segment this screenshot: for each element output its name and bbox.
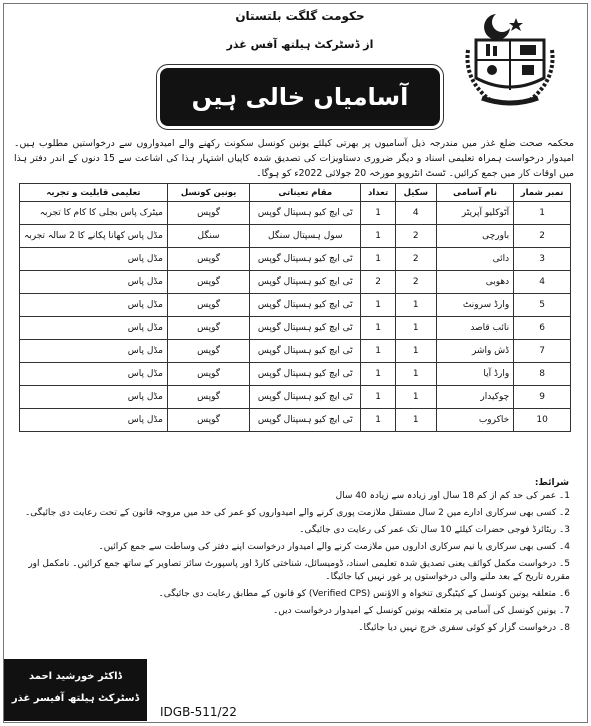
col-place: مقام تعیناتی <box>250 184 361 202</box>
cell-council: سنگل <box>167 225 249 248</box>
cell-council: گوپس <box>167 294 249 317</box>
cell-council: گوپس <box>167 271 249 294</box>
cell-place: ٹی ایچ کیو ہسپتال گوپس <box>250 294 361 317</box>
cell-post: خاکروب <box>436 409 514 432</box>
cell-post: وارڈ سرونٹ <box>436 294 514 317</box>
cell-post: باورچی <box>436 225 514 248</box>
government-title: حکومت گلگت بلتستان <box>235 9 365 23</box>
cell-serial: 3 <box>514 248 571 271</box>
cell-count: 1 <box>361 340 396 363</box>
condition-item: 5۔ درخواست مکمل کوائف یعنی تصدیق شدہ تعلیمی اسناد، ڈومیسائل، شناختی کارڈ اور پاسپورٹ سائز تصاویر کے ساتھ جمع کرائیں۔ نامکمل اور مقررہ تاریخ کے بعد ملنے والی درخواستوں پر غور نہیں کیا جائیگا۔ <box>28 559 570 582</box>
cell-qualification: مڈل پاس <box>20 294 168 317</box>
cell-post: دھوبی <box>436 271 514 294</box>
cell-count: 1 <box>361 386 396 409</box>
office-title: از ڈسٹرکٹ ہیلتھ آفس غذر <box>226 38 374 51</box>
cell-qualification: میٹرک پاس بجلی کا کام کا تجربہ <box>20 202 168 225</box>
signature-block <box>4 659 147 721</box>
cell-council: گوپس <box>167 386 249 409</box>
table-row <box>20 271 571 294</box>
col-scale: سکیل <box>395 184 436 202</box>
condition-item: 6۔ متعلقہ یونین کونسل کے کیٹیگری تنخواہ و الاؤنس (Verified CPS) کو قانون کے مطابق رعایت دی جائیگی۔ <box>158 589 570 599</box>
cell-scale: 2 <box>395 225 436 248</box>
cell-council: گوپس <box>167 340 249 363</box>
cell-post: ڈش واشر <box>436 340 514 363</box>
cell-council: گوپس <box>167 363 249 386</box>
cell-qualification: مڈل پاس <box>20 317 168 340</box>
col-serial: نمبر شمار <box>514 184 571 202</box>
cell-council: گوپس <box>167 248 249 271</box>
condition-item: 7۔ یونین کونسل کی آسامی پر متعلقہ یونین کونسل کے امیدوار درخواست دیں۔ <box>273 606 570 616</box>
conditions-title: شرائط: <box>534 478 569 488</box>
cell-scale: 4 <box>395 202 436 225</box>
table-row <box>20 340 571 363</box>
col-count: تعداد <box>361 184 396 202</box>
cell-post: نائب قاصد <box>436 317 514 340</box>
cell-qualification: مڈل پاس <box>20 340 168 363</box>
officer-name: ڈاکٹر خورشید احمد <box>28 671 122 682</box>
conditions-list <box>14 490 570 639</box>
condition-item: 1۔ عمر کی حد کم از کم 18 سال اور زیادہ سے زیادہ 40 سال <box>335 491 570 501</box>
cell-scale: 1 <box>395 317 436 340</box>
officer-designation: ڈسٹرکٹ ہیلتھ آفیسر غذر <box>11 693 140 704</box>
reference-number: IDGB-511/22 <box>160 705 237 719</box>
col-qualification: تعلیمی قابلیت و تجربہ <box>20 184 168 202</box>
cell-scale: 1 <box>395 386 436 409</box>
vacancies-table <box>19 183 571 432</box>
cell-qualification: مڈل پاس کھانا پکانے کا 2 سالہ تجربہ <box>20 225 168 248</box>
cell-qualification: مڈل پاس <box>20 248 168 271</box>
condition-item: 3۔ ریٹائرڈ فوجی حضرات کیلئے 10 سال تک عمر کی رعایت دی جائیگی۔ <box>299 525 570 535</box>
cell-post: چوکیدار <box>436 386 514 409</box>
cell-post: وارڈ آیا <box>436 363 514 386</box>
cell-count: 1 <box>361 248 396 271</box>
cell-scale: 2 <box>395 248 436 271</box>
cell-qualification: مڈل پاس <box>20 363 168 386</box>
cell-qualification: مڈل پاس <box>20 271 168 294</box>
cell-place: ٹی ایچ کیو ہسپتال گوپس <box>250 340 361 363</box>
cell-place: ٹی ایچ کیو ہسپتال گوپس <box>250 409 361 432</box>
cell-scale: 1 <box>395 363 436 386</box>
cell-scale: 1 <box>395 340 436 363</box>
cell-serial: 7 <box>514 340 571 363</box>
table-row <box>20 409 571 432</box>
cell-qualification: مڈل پاس <box>20 409 168 432</box>
cell-count: 2 <box>361 271 396 294</box>
cell-serial: 2 <box>514 225 571 248</box>
table-header-row <box>20 184 571 202</box>
cell-place: ٹی ایچ کیو ہسپتال گوپس <box>250 202 361 225</box>
cell-council: گوپس <box>167 202 249 225</box>
cell-serial: 4 <box>514 271 571 294</box>
table-row <box>20 225 571 248</box>
cell-serial: 8 <box>514 363 571 386</box>
table-row <box>20 294 571 317</box>
cell-qualification: مڈل پاس <box>20 386 168 409</box>
cell-count: 1 <box>361 225 396 248</box>
condition-item: 8۔ درخواست گزار کو کوئی سفری خرچ نہیں دیا جائیگا۔ <box>358 623 570 633</box>
cell-serial: 6 <box>514 317 571 340</box>
cell-post: آٹوکلیو آپریٹر <box>436 202 514 225</box>
cell-council: گوپس <box>167 409 249 432</box>
cell-count: 1 <box>361 317 396 340</box>
cell-scale: 1 <box>395 294 436 317</box>
cell-scale: 2 <box>395 271 436 294</box>
col-post: نام آسامی <box>436 184 514 202</box>
cell-post: دائی <box>436 248 514 271</box>
cell-count: 1 <box>361 202 396 225</box>
condition-item: 2۔ کسی بھی سرکاری ادارے میں 2 سال مستقل ملازمت پوری کرنے والے امیدواروں کو عمر کی حد میں مروجہ قانون کے تحت رعایت دی جائیگی۔ <box>24 508 570 518</box>
cell-scale: 1 <box>395 409 436 432</box>
cell-serial: 9 <box>514 386 571 409</box>
col-council: یونین کونسل <box>167 184 249 202</box>
cell-serial: 1 <box>514 202 571 225</box>
government-emblem-icon <box>462 10 558 110</box>
cell-place: سول ہسپتال سنگل <box>250 225 361 248</box>
cell-serial: 10 <box>514 409 571 432</box>
cell-count: 1 <box>361 363 396 386</box>
table-row <box>20 248 571 271</box>
cell-place: ٹی ایچ کیو ہسپتال گوپس <box>250 271 361 294</box>
cell-count: 1 <box>361 409 396 432</box>
condition-item: 4۔ کسی بھی سرکاری یا نیم سرکاری اداروں میں ملازمت کرنے والے امیدوار درخواست اپنے دفتر کی وساطت سے جمع کرائیں۔ <box>98 542 570 552</box>
cell-council: گوپس <box>167 317 249 340</box>
cell-place: ٹی ایچ کیو ہسپتال گوپس <box>250 317 361 340</box>
cell-serial: 5 <box>514 294 571 317</box>
table-row <box>20 386 571 409</box>
cell-place: ٹی ایچ کیو ہسپتال گوپس <box>250 248 361 271</box>
cell-count: 1 <box>361 294 396 317</box>
intro-paragraph: محکمہ صحت ضلع غذر میں مندرجہ ذیل آسامیوں پر بھرتی کیلئے یونین کونسل سکونت رکھنے والے امیدواروں سے درخواستیں مطلوب ہیں۔ امیدوار درخواست ہمراہ تعلیمی اسناد و دیگر ضروری دستاویزات کی تصدیق شدہ کاپیاں اشتہار ہذا کی اشاعت سے 15 دنوں کے اندر دفتر ہذا میں اوقات کار میں جمع کرائیں۔ ٹسٹ انٹرویو مورخہ 20 جولائی 2022ء کو ہوگا۔ <box>14 138 574 179</box>
table-row <box>20 363 571 386</box>
cell-place: ٹی ایچ کیو ہسپتال گوپس <box>250 386 361 409</box>
cell-place: ٹی ایچ کیو ہسپتال گوپس <box>250 363 361 386</box>
table-row <box>20 317 571 340</box>
vacancies-banner: آسامیاں خالی ہیں <box>160 68 440 126</box>
table-row <box>20 202 571 225</box>
